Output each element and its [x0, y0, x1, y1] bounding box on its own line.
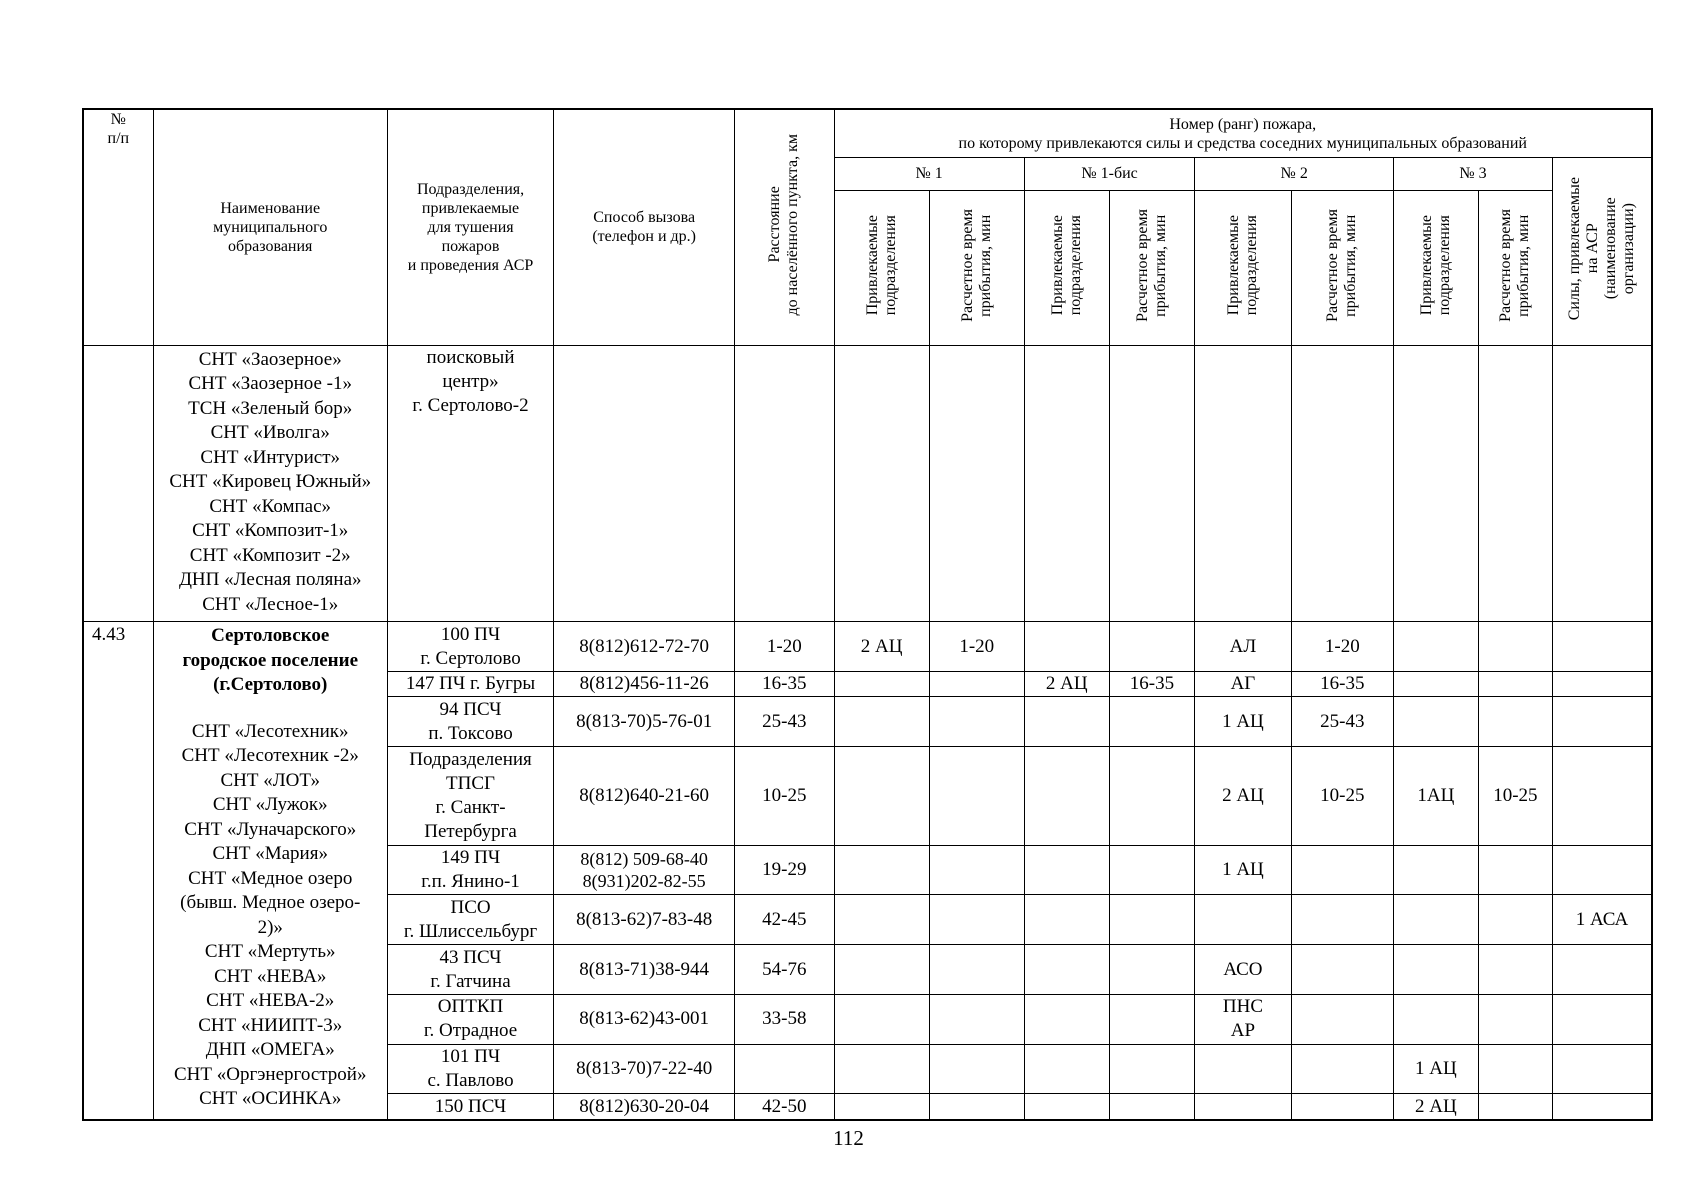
- unit-cell: [387, 1044, 553, 1094]
- arrival-time-cell: [1291, 895, 1394, 945]
- cont-empty: [1024, 345, 1109, 621]
- header-line: и проведения АСР: [407, 256, 534, 274]
- cont-empty: [1291, 345, 1394, 621]
- municipality-name-item: СНТ «ОСИНКА»: [199, 1088, 342, 1110]
- attracted-units-cell: АГ: [1195, 672, 1291, 697]
- asr-forces-cell: [1553, 672, 1652, 697]
- arrival-time-cell: [1291, 845, 1394, 895]
- phone-cell: [554, 1094, 735, 1120]
- phone-cell: [554, 622, 735, 672]
- header-line: Расчетное время: [958, 208, 976, 322]
- phone-line: 8(813-71)38-944: [579, 958, 710, 980]
- header-line: прибытия, мин: [976, 214, 994, 317]
- arrival-time-cell: [1478, 1044, 1552, 1094]
- phone-line: 8(812)630-20-04: [579, 1095, 710, 1117]
- header-line: пожаров: [441, 237, 500, 255]
- distance-cell: 54-76: [735, 945, 834, 995]
- municipality-name-item: СНТ «Мария»: [212, 843, 328, 865]
- header-arrival-time: [1478, 190, 1552, 345]
- distance-cell: 10-25: [735, 747, 834, 846]
- municipality-name-item: СНТ «Заозерное -1»: [188, 373, 352, 395]
- phone-line: 8(813-62)43-001: [579, 1008, 710, 1030]
- phone-cell: [554, 747, 735, 846]
- header-units: [387, 109, 553, 345]
- phone-line: 8(813-70)5-76-01: [576, 710, 713, 732]
- arrival-time-cell: [1478, 672, 1552, 697]
- header-line: муниципального: [213, 218, 328, 236]
- unit-line: ТПСГ: [446, 772, 496, 794]
- header-arrival-time: [929, 190, 1024, 345]
- cont-empty: [1553, 345, 1652, 621]
- header-rank-1: № 1: [834, 158, 1024, 190]
- arrival-time-cell: [929, 697, 1024, 747]
- distance-cell: 42-50: [735, 1094, 834, 1120]
- municipality-name-item: СНТ «Луначарского»: [184, 818, 357, 840]
- header-line: прибытия, мин: [1151, 214, 1169, 317]
- municipality-name-item: СНТ «Медное озеро: [188, 867, 353, 889]
- header-line: Расчетное время: [1133, 208, 1151, 322]
- header-line: Расчетное время: [1324, 208, 1342, 322]
- attracted-units-cell: [1394, 994, 1479, 1044]
- entry-municipality: [153, 622, 387, 1120]
- distance-cell: 16-35: [735, 672, 834, 697]
- attracted-units-cell: [1024, 697, 1109, 747]
- arrival-time-cell: [929, 1094, 1024, 1120]
- arrival-time-cell: [1109, 747, 1195, 846]
- unit-cell: [387, 994, 553, 1044]
- attracted-units-cell: 1АЦ: [1394, 747, 1479, 846]
- asr-forces-cell: [1553, 945, 1652, 995]
- attracted-units-cell: [1394, 622, 1479, 672]
- header-rank-1bis: № 1-бис: [1024, 158, 1194, 190]
- distance-cell: 19-29: [735, 845, 834, 895]
- attracted-units-cell: [834, 697, 929, 747]
- attracted-units-cell: [1394, 895, 1479, 945]
- arrival-time-cell: 16-35: [1291, 672, 1394, 697]
- arrival-time-cell: [1478, 1094, 1552, 1120]
- header-line: подразделения: [1435, 215, 1453, 316]
- cont-empty: [735, 345, 834, 621]
- header-call-method: [554, 109, 735, 345]
- unit-line: 43 ПСЧ: [439, 946, 502, 968]
- unit-line: Петербурга: [424, 820, 517, 842]
- header-number-line: №: [110, 111, 126, 128]
- header-number-line: п/п: [107, 130, 130, 147]
- arrival-time-cell: [1109, 697, 1195, 747]
- arrival-time-cell: [1291, 945, 1394, 995]
- unit-line: п. Токсово: [428, 722, 513, 744]
- arrival-time-cell: [1478, 895, 1552, 945]
- header-attracted-units: [1195, 190, 1291, 345]
- municipality-name-item: СНТ «Иволга»: [210, 422, 330, 444]
- header-line: Расстояние: [766, 186, 784, 264]
- asr-forces-cell: [1553, 697, 1652, 747]
- phone-cell: [554, 697, 735, 747]
- phone-cell: [554, 994, 735, 1044]
- header-vertical-text: [1324, 209, 1360, 322]
- arrival-time-cell: [929, 945, 1024, 995]
- municipality-name-item: СНТ «Кировец Южный»: [169, 471, 372, 493]
- header-line: Силы, привлекаемые: [1566, 177, 1584, 321]
- arrival-time-cell: [1109, 945, 1195, 995]
- phone-line: 8(812)612-72-70: [579, 635, 710, 657]
- phone-line: 8(813-70)7-22-40: [576, 1058, 713, 1080]
- attracted-units-cell: [1024, 845, 1109, 895]
- cont-empty: [1109, 345, 1195, 621]
- arrival-time-cell: [1478, 845, 1552, 895]
- attracted-units-cell: [1024, 747, 1109, 846]
- header-fire-rank: [834, 109, 1652, 158]
- header-line: подразделения: [1242, 215, 1260, 316]
- unit-line: 147 ПЧ г. Бугры: [405, 673, 536, 695]
- header-vertical-text: [1497, 209, 1533, 322]
- header-line: Расчетное время: [1497, 208, 1515, 322]
- arrival-time-cell: [929, 1044, 1024, 1094]
- header-municipality: [153, 109, 387, 345]
- unit-cell: [387, 945, 553, 995]
- entry-number: 4.43: [83, 622, 153, 1120]
- municipality-name-item: СНТ «Композит-1»: [192, 520, 349, 542]
- distance-cell: 42-45: [735, 895, 834, 945]
- municipality-name-item: ДНП «ОМЕГА»: [205, 1039, 335, 1061]
- header-line: подразделения: [881, 215, 899, 316]
- phone-line: 8(812)640-21-60: [579, 784, 710, 806]
- attracted-units-cell: [1394, 697, 1479, 747]
- cont-unit-line: центр»: [442, 370, 499, 392]
- municipality-name-item: СНТ «ЛОТ»: [220, 769, 320, 791]
- municipality-title-line: Сертоловское: [211, 625, 330, 647]
- header-arrival-time: [1291, 190, 1394, 345]
- attracted-units-cell: [1394, 845, 1479, 895]
- header-line: Привлекаемые: [1048, 215, 1066, 316]
- cont-unit: [387, 345, 553, 621]
- municipality-name-item: СНТ «Оргэнергострой»: [174, 1063, 367, 1085]
- unit-cell: [387, 845, 553, 895]
- header-attracted-units: [1024, 190, 1109, 345]
- header-vertical-text: [864, 215, 900, 315]
- header-number: [83, 109, 153, 345]
- municipality-name-item: СНТ «Лесное-1»: [202, 593, 339, 615]
- asr-forces-cell: [1553, 845, 1652, 895]
- arrival-time-cell: 1-20: [1291, 622, 1394, 672]
- attracted-units-cell: 2 АЦ: [834, 622, 929, 672]
- attracted-units-cell: [834, 945, 929, 995]
- header-vertical-text: [959, 209, 995, 322]
- unit-line: 101 ПЧ: [440, 1046, 501, 1068]
- arrival-time-cell: 16-35: [1109, 672, 1195, 697]
- spacer: [154, 698, 387, 720]
- header-rank-3: № 3: [1394, 158, 1553, 190]
- unit-cell: [387, 622, 553, 672]
- municipality-title-line: городское поселение: [182, 649, 359, 671]
- arrival-time-cell: [929, 994, 1024, 1044]
- arrival-time-cell: [929, 747, 1024, 846]
- arrival-time-cell: [929, 845, 1024, 895]
- unit-line: 94 ПСЧ: [439, 698, 502, 720]
- header-line: Привлекаемые: [863, 215, 881, 316]
- cont-empty: [929, 345, 1024, 621]
- asr-forces-cell: [1553, 622, 1652, 672]
- municipality-name-item: СНТ «Лесотехник -2»: [181, 745, 359, 767]
- header-line: по которому привлекаются силы и средства соседних муниципальных образований: [958, 134, 1527, 152]
- header-vertical-text: [1225, 215, 1261, 315]
- arrival-time-cell: [1109, 622, 1195, 672]
- attracted-units-cell: 2 АЦ: [1394, 1094, 1479, 1120]
- unit-line: г.п. Янино-1: [421, 871, 520, 893]
- municipality-title-line: (г.Сертолово): [213, 674, 328, 696]
- phone-line: 8(813-62)7-83-48: [576, 908, 713, 930]
- arrival-time-cell: 10-25: [1291, 747, 1394, 846]
- attracted-units-cell: АСО: [1195, 945, 1291, 995]
- attracted-units-cell: 2 АЦ: [1195, 747, 1291, 846]
- attracted-units-cell: [834, 747, 929, 846]
- header-line: прибытия, мин: [1342, 214, 1360, 317]
- cont-unit-line: г. Сертолово-2: [412, 394, 529, 416]
- arrival-time-cell: [1109, 994, 1195, 1044]
- header-line: (телефон и др.): [592, 228, 696, 246]
- asr-forces-cell: [1553, 1044, 1652, 1094]
- fire-forces-table: [82, 108, 1653, 1121]
- phone-cell: [554, 672, 735, 697]
- header-attracted-units: [1394, 190, 1479, 345]
- asr-forces-cell: [1553, 747, 1652, 846]
- header-asr-text: [1566, 177, 1638, 320]
- cont-empty: [554, 345, 735, 621]
- cont-unit-line: поисковый: [426, 346, 515, 368]
- phone-line: 8(931)202-82-55: [582, 871, 706, 892]
- unit-cell: [387, 895, 553, 945]
- header-vertical-text: [1134, 209, 1170, 322]
- header-line: Номер (ранг) пожара,: [1169, 115, 1317, 133]
- municipality-name-item: СНТ «НЕВА-2»: [206, 990, 335, 1012]
- cont-empty: [1478, 345, 1552, 621]
- attracted-units-cell: 1 АЦ: [1195, 845, 1291, 895]
- unit-line: ОПТКП: [437, 996, 504, 1018]
- unit-line: Подразделения: [409, 748, 532, 770]
- unit-cell: [387, 672, 553, 697]
- municipality-name-item: ДНП «Лесная поляна»: [178, 569, 362, 591]
- arrival-time-cell: [929, 895, 1024, 945]
- arrival-time-cell: [1109, 895, 1195, 945]
- arrival-time-cell: [1478, 622, 1552, 672]
- unit-line: г. Санкт-: [435, 796, 506, 818]
- municipality-name-item: СНТ «НИИПТ-3»: [198, 1014, 343, 1036]
- distance-cell: 1-20: [735, 622, 834, 672]
- header-rank-2: № 2: [1195, 158, 1394, 190]
- arrival-time-cell: 1-20: [929, 622, 1024, 672]
- header-arrival-time: [1109, 190, 1195, 345]
- municipality-name-item: СНТ «Лужок»: [212, 794, 328, 816]
- municipality-name-item: ТСН «Зеленый бор»: [188, 397, 353, 419]
- phone-cell: [554, 845, 735, 895]
- arrival-time-cell: [1478, 697, 1552, 747]
- unit-line: 100 ПЧ: [440, 623, 501, 645]
- arrival-time-cell: 10-25: [1478, 747, 1552, 846]
- attracted-units-cell: [1394, 672, 1479, 697]
- municipality-name-item: СНТ «Интурист»: [200, 446, 341, 468]
- unit-line: 149 ПЧ: [440, 847, 501, 869]
- attracted-units-cell: 1 АЦ: [1195, 697, 1291, 747]
- phone-line: 8(812) 509-68-40: [580, 849, 708, 870]
- attracted-units-cell: [1024, 994, 1109, 1044]
- arrival-time-cell: [1291, 1094, 1394, 1120]
- cont-empty: [1195, 345, 1291, 621]
- unit-line: 150 ПСЧ: [434, 1095, 507, 1117]
- cont-names: [153, 345, 387, 621]
- header-asr: [1553, 158, 1652, 346]
- unit-line: г. Отрадное: [423, 1020, 518, 1042]
- unit-line: с. Павлово: [427, 1070, 514, 1092]
- header-line: подразделения: [1066, 215, 1084, 316]
- header-line: для тушения: [427, 218, 514, 236]
- arrival-time-cell: [1291, 994, 1394, 1044]
- header-distance-text: [766, 134, 802, 315]
- attracted-units-cell: 1 АЦ: [1394, 1044, 1479, 1094]
- attracted-units-cell: [834, 1044, 929, 1094]
- phone-cell: [554, 945, 735, 995]
- municipality-name-item: СНТ «НЕВА»: [214, 965, 327, 987]
- arrival-time-cell: [1478, 994, 1552, 1044]
- table-row: [83, 622, 1652, 672]
- cont-empty: [834, 345, 929, 621]
- unit-line: г. Шлиссельбург: [403, 920, 538, 942]
- attracted-units-cell: [1195, 1094, 1291, 1120]
- arrival-time-cell: [1109, 1094, 1195, 1120]
- phone-cell: [554, 1044, 735, 1094]
- arrival-time-cell: [929, 672, 1024, 697]
- header-line: организации): [1620, 203, 1638, 295]
- header-line: Привлекаемые: [1224, 215, 1242, 316]
- distance-cell: 33-58: [735, 994, 834, 1044]
- header-line: привлекаемые: [421, 199, 520, 217]
- arrival-time-cell: [1478, 945, 1552, 995]
- arrival-time-cell: [1291, 1044, 1394, 1094]
- attracted-units-cell: [1024, 622, 1109, 672]
- municipality-name-item: СНТ «Мертуть»: [204, 941, 336, 963]
- attracted-units-cell: [1024, 1094, 1109, 1120]
- header-attracted-units: [834, 190, 929, 345]
- arrival-time-cell: [1109, 845, 1195, 895]
- attracted-units-cell: [1024, 895, 1109, 945]
- municipality-name-item: СНТ «Компас»: [209, 495, 332, 517]
- attracted-units-cell: [1195, 1044, 1291, 1094]
- attracted-units-cell: АЛ: [1195, 622, 1291, 672]
- asr-forces-cell: [1553, 1094, 1652, 1120]
- attracted-units-cell: [834, 845, 929, 895]
- attracted-units-cell: [1195, 895, 1291, 945]
- page-number: 112: [833, 1126, 864, 1150]
- distance-cell: 25-43: [735, 697, 834, 747]
- phone-cell: [554, 895, 735, 945]
- attracted-units-cell: [1024, 1044, 1109, 1094]
- municipality-name-item: СНТ «Заозерное»: [198, 348, 342, 370]
- asr-forces-cell: [1553, 994, 1652, 1044]
- unit-line: г. Гатчина: [430, 970, 511, 992]
- header-vertical-text: [1418, 215, 1454, 315]
- header-line: образования: [228, 237, 313, 255]
- attracted-units-cell: [834, 895, 929, 945]
- header-line: прибытия, мин: [1515, 214, 1533, 317]
- distance-cell: [735, 1044, 834, 1094]
- municipality-name-item: СНТ «Лесотехник»: [191, 720, 349, 742]
- continuation-row: [83, 345, 1652, 621]
- header-vertical-text: [1049, 215, 1085, 315]
- attracted-units-cell: [1024, 945, 1109, 995]
- municipality-name-item: СНТ «Композит -2»: [189, 544, 351, 566]
- header-line: Способ вызова: [593, 209, 696, 227]
- attracted-units-cell: 2 АЦ: [1024, 672, 1109, 697]
- unit-line: г. Сертолово: [420, 647, 521, 669]
- asr-forces-cell: 1 АСА: [1553, 895, 1652, 945]
- unit-cell: [387, 747, 553, 846]
- cont-empty: [1394, 345, 1479, 621]
- municipality-name-item: 2)»: [257, 916, 283, 938]
- phone-line: 8(812)456-11-26: [579, 673, 709, 695]
- unit-line: ПСО: [450, 896, 491, 918]
- unit-cell: [387, 1094, 553, 1120]
- attracted-units-cell: [1394, 945, 1479, 995]
- attracted-units-cell: [834, 672, 929, 697]
- header-line: (наименование: [1602, 198, 1620, 301]
- header-distance: [735, 109, 834, 345]
- arrival-time-cell: 25-43: [1291, 697, 1394, 747]
- header-line: на АСР: [1584, 224, 1602, 275]
- header-line: Подразделения,: [416, 180, 525, 198]
- header-line: Наименование: [220, 199, 321, 217]
- municipality-name-item: (бывш. Медное озеро-: [180, 892, 361, 914]
- attracted-units-cell: [834, 994, 929, 1044]
- attracted-units-cell: ПНС АР: [1195, 994, 1291, 1044]
- header-line: Привлекаемые: [1417, 215, 1435, 316]
- header-line: до населённого пункта, км: [784, 134, 802, 316]
- unit-cell: [387, 697, 553, 747]
- attracted-units-cell: [834, 1094, 929, 1120]
- cont-number: [83, 345, 153, 621]
- arrival-time-cell: [1109, 1044, 1195, 1094]
